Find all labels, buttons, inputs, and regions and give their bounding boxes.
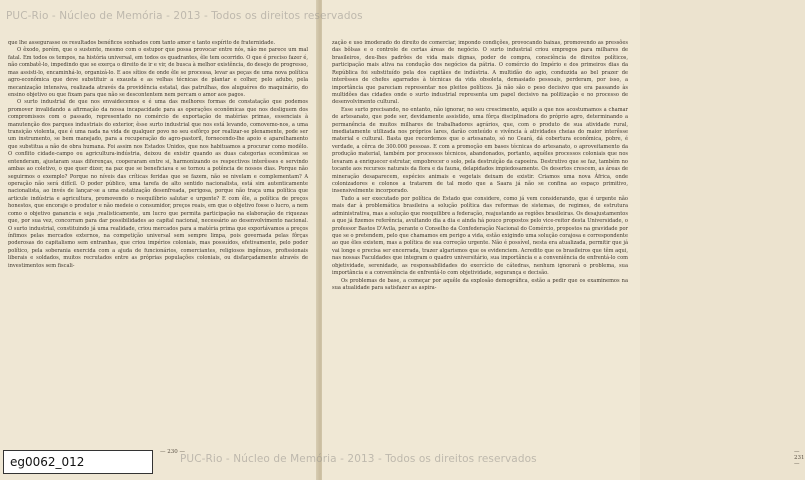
paragraph: Esse surto precisando, no entanto, não ignorar, no seu crescimento, aquilo a que nos acostumamos a chamar de artesanato, que pode ser, devidamente assistido, uma fôrça disciplinadora do próprio agro, determinando a permanência de muitos milhares de trabalhadores agrários, que, com o produto de sua atividade rural, imediatamente utilizada nos próprios lares, darão conteúdo e vivência à atividades cheias do maior interêsse material e cultural. Basta que recordemos que o artesanato, só no Ceará, dá cobertura econômica, pobre, é verdade, a cêrca de 300.000 pessoas. E com a promoção em bases técnicas do artesanato, o aproveitamento da produção material, também por processos técnicos, abandonados, portanto, aquêles processos coloniais que nos levaram a enriquecer estrutar, empobrecer o solo, pela destruição da capoeira. Destrutivo que se faz, também no tocante aos recursos naturais da flora e da fauna, delapidados impiedosamente. Os desertos crescem, as áreas de mineração desaparecem, espécies animais e vegetais deixam de existir. Criamos uma nova África, onde colonizadores e colonos a tratarem de tal modo que a Saara já não se confina ao espaço primitivo, insensivelmente incorporado. [332, 106, 628, 195]
paragraph: zação e uso imoderado do direito de comerciar, impondo condições, provocando baixas, promovendo as pressões das bôlsas e o controle de certas áreas de negócio. O surto industrial criou empregos para milhares de brasileiros, deu-lhes padrões de vida mais dignas, poder de compra, consciência de direitos políticos, participação mais ativa na condução dos negócios da pátria. O comércio do Império e dos primeiros dias da República foi substituído pela dos capitães de indústria. A multidão do agio, conduzida ao bel prazer de interêsses de chefes agarrados à técnicas da vida obsoleta, demasiado pessoais, perderam, por isso, a importância que pareciam representar nos pleitos políticos. Já não são o peso decisivo que era passando às multidões das cidades onde o surto industrial representa um papel decisivo na politização e no processo de desenvolvimento cultural. [332, 40, 628, 106]
watermark-top: PUC-Rio - Núcleo de Memória - 2013 - Todos os direitos reservados [6, 10, 363, 22]
left-page-body [8, 40, 308, 270]
page-number-right: — 231 — [794, 449, 805, 467]
right-page [322, 0, 805, 480]
paragraph: O surto industrial de que nos envaidecemos e é uma das melhores formas de constatação que podemos promover invalidando a afirmação da nossa incapacidade para as operações econômicas que nos desliguem dos compromissos com o passado, representado no comércio de exportação de matérias primas, essenciais à manutenção dos parques industriais do exterior, êsse surto industrial que nos está levando, comovemo-nos, a uma transição violenta, que é uma nada na vida de qualquer povo no seu esfôrço por realizar-se plenamente, pode ser um instrumento, se bem manejado, para a recuperação do agro-pastoril, fornecendo-lhe apoio e aparelhamento que substitua a não de obra humana. Foi assim nos Estados Unidos, que nos habituamos a procurar como modêlo. O conflito cidade-campo ou agricultura-indústria, deixou de existir quando as duas categorias econômicas se entenderam, ajustaram suas diferenças, cooperaram entre si, harmonizando os respectivos interêsses e servindo ambas ao coletivo, o que quer dizer, na paz que se beneficiava e se tornou a potência de nossos dias. Porque não seguirmos o exemplo? Porque no níveis das críticas feridas que se fazem, não se nivelam e complementam? A operação não será difícil. O poder público, uma tarefa de alto sentido nacionalista, está sim autenticamente nacionalista, ao invés de lançar-se a uma estatização desenfreada, perigosa, porque não traça uma política que articule indústria e agricultura, promovendo o reequilíbrio salutar e urgente? E com êle, a política de preços honestos, que encoraje o produtor e não medeie o consumidor, preços reais, em que o objetivo fosse o lucro, a nem como o objetivo ganancia e seja ,realisticamente, um lucro que permita participação na elaboração de riquezas que, por sua vez, concorram para dar possibilidades ao capital nacional, necessário ao desenvolvimento nacional. O surto industrial, constituindo já uma realidade, criou mercados para a matéria prima que exportávamos a preços ínfimos pelas mercados externos, na competição universal sem sempre limpa, pois governada pelas fôrças poderosas do capitalismo sem entranhas, que criou impérios coloniais, mas possuídos, efetivamente, pelo poder político, pela soberania exercida com a ajuda de funcionários, comerciantes, religiosos ingênuos, profissionais liberais e soldados, muitos recrutados entre as próprias populações coloniais, ou disfarçadamente através de investimentos sem fiscali- [8, 99, 308, 269]
document-id-label: eg0062_012 [3, 450, 153, 474]
paragraph: Os problemas de base, a começar por aquêle da explosão demográfica, estão a pedir que os examinemos na sua atualidade para satisfazer as aspira- [332, 277, 628, 291]
page-number-left: — 230 — [160, 449, 185, 455]
paragraph: O êxodo, porém, que o sustente, mesmo com o estupor que possa provocar entre nós, não me parece um mal fatal. Em todos os tempos, na história universal, em todos os quadrantes, êle tem ocorrido. O que é preciso fazer é, não combatê-lo, impedindo que se exerça o direito de ir e vir, de busca à melhor existência, do desejo de progresso, mas assisti-lo, encaminhá-lo, organizá-lo. E aos sítios de onde êle se processa, levar as peças de uma nova política agro-econômica que deve substituir a exausta e as velhas técnicas de plantar e colher, pelo adubo, pela mecanização intensiva, realizada através da providência estatal, das patrulhas, dos aluguéres do maquinário, do ensino objetivo ou que fixam para que não se descontentem nem percam o amor aos pagos. [8, 47, 308, 98]
paragraph: Tudo a ser executado por política de Estado que considere, como já vem considerando, que é urgente não mais dar à problemática brasileira a solução política das reformas de sistemas, de regimes, de estrutura administrativa, mas a solução que reequilibre a federação, reajustando as regiões brasileiras. Os desajustamentos a que já fizemos referência, avultando dia a dia e ainda há pouco propostos pelo vice-reitor desta Universidade, o professor Bastos D'Avila, perante o Conselho da Confederação Nacional do Comércio, propostos na gravidade por que se o pretendem, pelo que chamamos em perigo a vida, estão exigindo uma solução corajosa e correspondente ao que êles existem, mas a política de sua correção urgente. Não é possível, nesta era atualizada, permitir que já vai longe e precisa ser encerrada, trazer algarismos que os evidenciem. Acredito que os brasileiros que têm aqui, nas nossas Faculdades que integram o quadro universitário, sua importância e a conveniência de enfrentá-lo com objetividade, serenidade, as responsabilidades do exercício de cátedras, nenhum ignorará o problema, sua importância e a conveniência de enfrentá-lo com objetividade, segurança e decisão. [332, 195, 628, 277]
paragraph: que lhe assegurasse os resultados benéficos sonhados com tanto amor e tanto espírito de fraternidade. [8, 40, 276, 46]
watermark-bottom: PUC-Rio - Núcleo de Memória - 2013 - Todos os direitos reservados [180, 453, 537, 465]
right-page-body [332, 40, 628, 292]
left-page [0, 0, 318, 480]
